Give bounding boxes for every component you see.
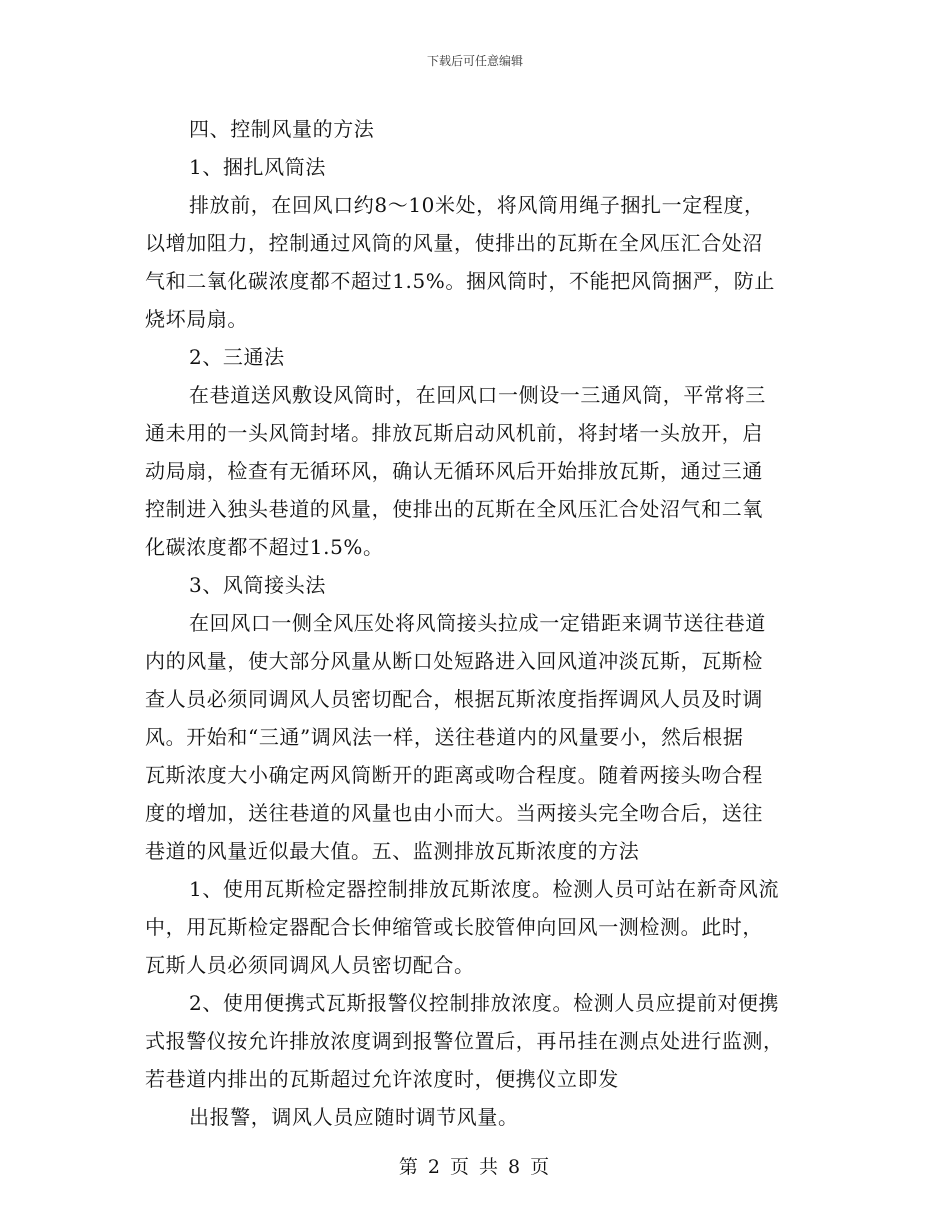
paragraph-line: 控制进入独头巷道的风量，使排出的瓦斯在全风压汇合处沼气和二氧 bbox=[145, 497, 763, 521]
subsection-heading: 2、三通法 bbox=[189, 345, 285, 369]
paragraph-line: 瓦斯人员必须同调风人员密切配合。 bbox=[145, 953, 475, 977]
paragraph-line: 出报警，调风人员应随时调节风量。 bbox=[189, 1105, 519, 1129]
subsection-heading: 1、捆扎风筒法 bbox=[189, 155, 326, 179]
paragraph-line: 气和二氧化碳浓度都不超过1.5%。捆风筒时，不能把风筒捆严，防止 bbox=[145, 269, 776, 293]
paragraph-line: 巷道的风量近似最大值。五、监测排放瓦斯浓度的方法 bbox=[145, 839, 640, 863]
paragraph-line: 瓦斯浓度大小确定两风筒断开的距离或吻合程度。随着两接头吻合程 bbox=[145, 763, 763, 787]
paragraph-line: 若巷道内排出的瓦斯超过允许浓度时，便携仪立即发 bbox=[145, 1067, 619, 1091]
paragraph-line: 式报警仪按允许排放浓度调到报警位置后，再吊挂在测点处进行监测， bbox=[145, 1029, 784, 1053]
paragraph-line: 查人员必须同调风人员密切配合，根据瓦斯浓度指挥调风人员及时调 bbox=[145, 687, 763, 711]
paragraph-line: 在巷道送风敷设风筒时，在回风口一侧设一三通风筒，平常将三 bbox=[189, 383, 766, 407]
paragraph-line: 风。开始和“三通”调风法一样，送往巷道内的风量要小，然后根据 bbox=[145, 725, 744, 749]
paragraph-line: 在回风口一侧全风压处将风筒接头拉成一定错距来调节送往巷道 bbox=[189, 611, 766, 635]
subsection-heading: 3、风筒接头法 bbox=[189, 573, 326, 597]
page-header-note: 下载后可任意编辑 bbox=[426, 54, 523, 68]
paragraph-line: 化碳浓度都不超过1.5%。 bbox=[145, 535, 384, 559]
paragraph-line: 动局扇，检查有无循环风，确认无循环风后开始排放瓦斯，通过三通 bbox=[145, 459, 763, 483]
paragraph-line: 烧坏局扇。 bbox=[145, 307, 248, 331]
paragraph-line: 中，用瓦斯检定器配合长伸缩管或长胶管伸向回风一测检测。此时， bbox=[145, 915, 763, 939]
paragraph-line: 度的增加，送往巷道的风量也由小而大。当两接头完全吻合后，送往 bbox=[145, 801, 763, 825]
paragraph-line: 内的风量，使大部分风量从断口处短路进入回风道冲淡瓦斯，瓦斯检 bbox=[145, 649, 763, 673]
paragraph-line: 以增加阻力，控制通过风筒的风量，使排出的瓦斯在全风压汇合处沼 bbox=[145, 231, 763, 255]
paragraph-line: 2、使用便携式瓦斯报警仪控制排放浓度。检测人员应提前对便携 bbox=[189, 991, 780, 1015]
page-number-footer: 第 2 页 共 8 页 bbox=[398, 1156, 552, 1178]
paragraph-line: 1、使用瓦斯检定器控制排放瓦斯浓度。检测人员可站在新奇风流 bbox=[189, 877, 780, 901]
document-body bbox=[145, 110, 810, 1136]
paragraph-line: 通未用的一头风筒封堵。排放瓦斯启动风机前，将封堵一头放开，启 bbox=[145, 421, 763, 445]
section-heading: 四、控制风量的方法 bbox=[189, 117, 375, 141]
paragraph-line: 排放前，在回风口约8～10米处，将风筒用绳子捆扎一定程度， bbox=[189, 193, 765, 217]
